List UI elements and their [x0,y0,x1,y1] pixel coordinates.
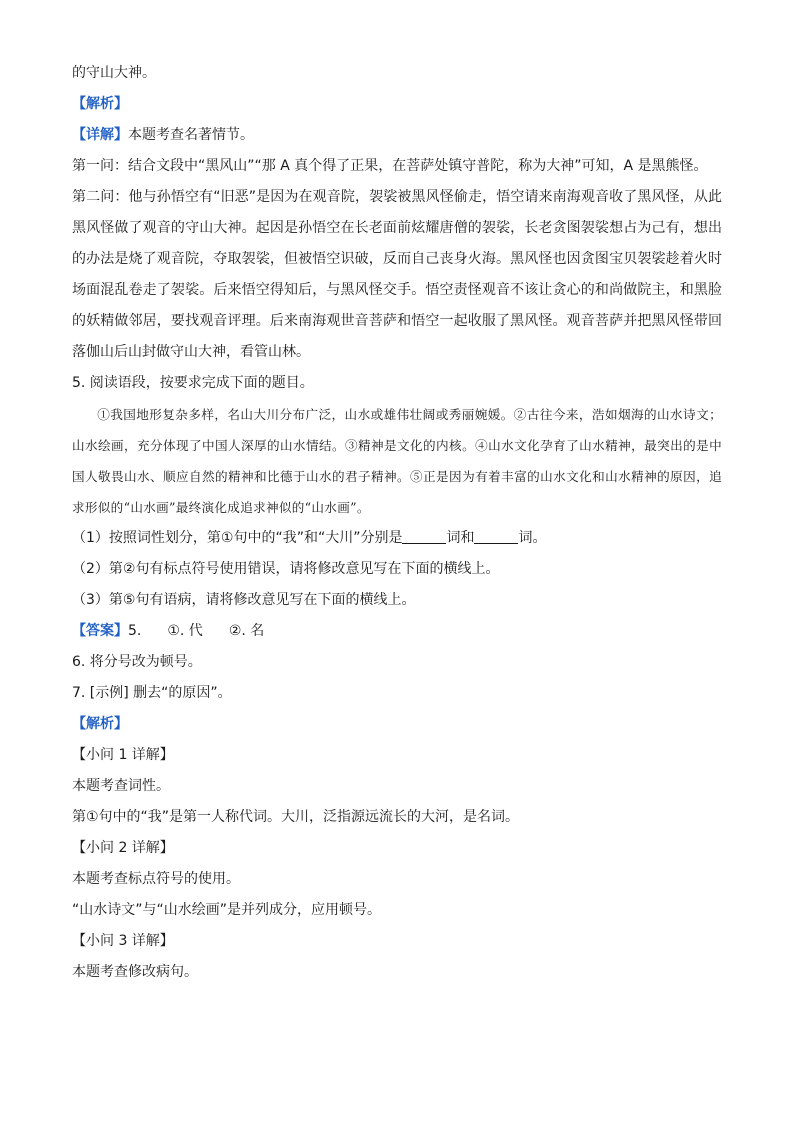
answer-b: ②. 名 [228,623,265,639]
analysis-label-2: 【解析】 [72,716,128,732]
subquestion-3-text-a: 本题考查修改病句。 [72,964,198,980]
q5-sub2: （2）第②句有标点符号使用错误，请将修改意见写在下面的横线上。 [72,561,500,577]
subquestion-3-label: 【小问 3 详解】 [72,933,174,949]
q5-title: 5. 阅读语段，按要求完成下面的题目。 [72,375,314,391]
sub1-text-c: 词。 [518,530,547,546]
q5-sub3: （3）第⑤句有语病，请将修改意见写在下面的横线上。 [72,592,416,608]
sub1-text-a: （1）按照词性划分，第①句中的“我”和“大川”分别是 [72,530,403,546]
answer-blank-2[interactable] [474,529,518,544]
answer-blank-1[interactable] [402,529,446,544]
q4-answer-2: 第二问：他与孙悟空有“旧恶”是因为在观音院，袈裟被黑风怪偷走，悟空请来南海观音收了黑风怪，从此黑风怪做了观音的守山大神。起因是孙悟空在长老面前炫耀唐僧的袈裟，长老贪图袈裟想占为己有，想出的办法是烧了观音院，夺取袈裟，但被悟空识破，反而自己丧身火海。黑风怪也因贪图宝贝袈裟趁着火时场面混乱卷走了袈裟。后来悟空得知后，与黑风怪交手。悟空责怪观音不该让贪心的和尚做院主，和黑脸的妖精做邻居，要找观音评理。后来南海观世音菩萨和悟空一起收服了黑风怪。观音菩萨并把黑风怪带回落伽山后山封做守山大神，看管山林。 [72,189,722,360]
answer-label: 【答案】 [72,623,128,639]
intro-line: 的守山大神。 [72,65,156,81]
subquestion-2-text-a: 本题考查标点符号的使用。 [72,871,240,887]
detail-label: 【详解】 [72,127,128,143]
subquestion-1-text-b: 第①句中的“我”是第一人称代词。大川，泛指源远流长的大河，是名词。 [72,809,520,825]
answer-a: ①. 代 [167,623,203,639]
answer-7: 7. [示例] 删去“的原因”。 [72,685,232,701]
subquestion-2-text-b: “山水诗文”与“山水绘画”是并列成分，应用顿号。 [72,902,382,918]
subquestion-2-label: 【小问 2 详解】 [72,840,174,856]
answer-6: 6. 将分号改为顿号。 [72,654,202,670]
sub1-text-b: 词和 [446,530,475,546]
answer-num: 5. [128,623,142,639]
subquestion-1-label: 【小问 1 详解】 [72,747,174,763]
q5-sub1 [72,523,722,554]
analysis-label: 【解析】 [72,96,128,112]
q4-answer-1: 第一问：结合文段中“黑风山”“那 A 真个得了正果，在菩萨处镇守普陀，称为大神”可知，A 是黑熊怪。 [72,158,708,174]
document-page [72,58,722,988]
subquestion-1-text-a: 本题考查词性。 [72,778,170,794]
detail-line [72,120,722,151]
q5-passage: ①我国地形复杂多样，名山大川分布广泛，山水或雄伟壮阔或秀丽婉媛。②古往今来，浩如烟海的山水诗文；山水绘画，充分体现了中国人深厚的山水情结。③精神是文化的内核。④山水文化孕育了山水精神，最突出的是中国人敬畏山水、顺应自然的精神和比德于山水的君子精神。⑤正是因为有着丰富的山水文化和山水精神的原因，追求形似的“山水画”最终演化成追求神似的“山水画”。 [72,407,722,515]
detail-text: 本题考查名著情节。 [128,127,254,143]
answer-line [72,616,722,647]
